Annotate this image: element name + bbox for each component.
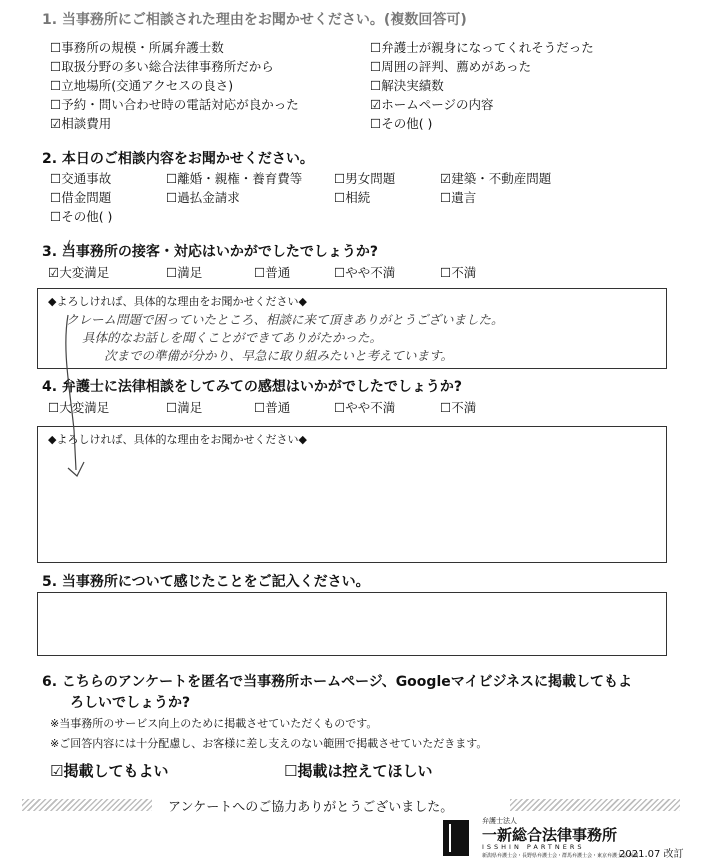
q2-option[interactable]: ☐交通事故 bbox=[50, 171, 112, 186]
firm-english-name: ISSHIN PARTNERS bbox=[482, 843, 585, 851]
q2-option[interactable]: ☐男女問題 bbox=[334, 171, 396, 186]
q1-option[interactable]: ☐取扱分野の多い総合法律事務所だから bbox=[50, 59, 274, 74]
q4-option[interactable]: ☐やや不満 bbox=[334, 400, 396, 415]
q1-option[interactable]: ☐予約・問い合わせ時の電話対応が良かった bbox=[50, 97, 299, 112]
footer-stripe bbox=[510, 799, 680, 811]
q4-option[interactable]: ☐大変満足 bbox=[48, 400, 110, 415]
q4-option[interactable]: ☐満足 bbox=[166, 400, 203, 415]
q3-option[interactable]: ☐不満 bbox=[440, 265, 477, 280]
q6-title: 6. こちらのアンケートを匿名で当事務所ホームページ、Googleマイビジネスに掲載してもよ bbox=[42, 674, 633, 690]
q1-option[interactable]: ☐事務所の規模・所属弁護士数 bbox=[50, 40, 224, 55]
q1-option[interactable]: ☑ホームページの内容 bbox=[370, 97, 494, 112]
firm-name: 一新総合法律事務所 bbox=[482, 826, 618, 844]
q3-title: 3. 当事務所の接客・対応はいかがでしたでしょうか? bbox=[42, 244, 379, 260]
q4-option[interactable]: ☐普通 bbox=[254, 400, 291, 415]
handwritten-line: 次までの準備が分かり、早急に取り組みたいと考えています。 bbox=[104, 348, 454, 363]
q1-option[interactable]: ☐周囲の評判、薦めがあった bbox=[370, 59, 532, 74]
q1-title: 1. 当事務所にご相談された理由をお聞かせください。(複数回答可) bbox=[42, 12, 467, 28]
q1-option[interactable]: ☐立地場所(交通アクセスの良さ) bbox=[50, 78, 234, 93]
q6-note: ※当事務所のサービス向上のために掲載させていただくものです。 bbox=[50, 717, 378, 730]
handwritten-line: クレーム問題で困っていたところ、相談に来て頂きありがとうございました。 bbox=[66, 312, 504, 327]
q1-option[interactable]: ☐その他( ) bbox=[370, 116, 433, 131]
q2-option[interactable]: ☑建築・不動産問題 bbox=[440, 171, 552, 186]
q6-note: ※ご回答内容には十分配慮し、お客様に差し支えのない範囲で掲載させていただきます。 bbox=[50, 737, 488, 750]
q2-option[interactable]: ☐借金問題 bbox=[50, 190, 112, 205]
q2-option[interactable]: ☐相続 bbox=[334, 190, 371, 205]
handwritten-line: 具体的なお話しを聞くことができてありがたかった。 bbox=[82, 330, 383, 345]
q5-comment-box[interactable] bbox=[37, 592, 667, 656]
q4-option[interactable]: ☐不満 bbox=[440, 400, 477, 415]
q5-title: 5. 当事務所について感じたことをご記入ください。 bbox=[42, 574, 370, 590]
q1-option[interactable]: ☑相談費用 bbox=[50, 116, 112, 131]
q4-reason-label: ◆よろしければ、具体的な理由をお聞かせください◆ bbox=[48, 433, 307, 446]
footer-thanks: アンケートへのご協力ありがとうございました。 bbox=[168, 800, 454, 815]
q4-title: 4. 弁護士に法律相談をしてみての感想はいかがでしたでしょうか? bbox=[42, 379, 463, 395]
q2-title: 2. 本日のご相談内容をお聞かせください。 bbox=[42, 151, 314, 167]
q3-option[interactable]: ☑大変満足 bbox=[48, 265, 110, 280]
q3-reason-label: ◆よろしければ、具体的な理由をお聞かせください◆ bbox=[48, 295, 307, 308]
firm-prefix: 弁護士法人 bbox=[482, 817, 517, 825]
q2-option[interactable]: ☐過払金請求 bbox=[166, 190, 240, 205]
q1-option[interactable]: ☐弁護士が親身になってくれそうだった bbox=[370, 40, 594, 55]
q2-other-option[interactable]: ☐その他( ) bbox=[50, 209, 113, 224]
q2-option[interactable]: ☐離婚・親権・養育費等 bbox=[166, 171, 303, 186]
firm-association: 新潟県弁護士会・長野県弁護士会・群馬弁護士会・東京弁護士会 所属 bbox=[482, 853, 639, 859]
q3-option[interactable]: ☐普通 bbox=[254, 265, 291, 280]
firm-logo-icon bbox=[443, 820, 469, 856]
q3-option[interactable]: ☐やや不満 bbox=[334, 265, 396, 280]
q6-agree-option[interactable]: ☑掲載してもよい bbox=[50, 762, 169, 780]
footer-stripe bbox=[22, 799, 152, 811]
revision-label: 2021.07 改訂 bbox=[619, 849, 684, 860]
q6-title-cont: ろしいでしょうか? bbox=[70, 695, 191, 711]
q3-option[interactable]: ☐満足 bbox=[166, 265, 203, 280]
q1-option[interactable]: ☐解決実績数 bbox=[370, 78, 444, 93]
q2-option[interactable]: ☐遺言 bbox=[440, 190, 477, 205]
q6-decline-option[interactable]: ☐掲載は控えてほしい bbox=[284, 762, 433, 780]
